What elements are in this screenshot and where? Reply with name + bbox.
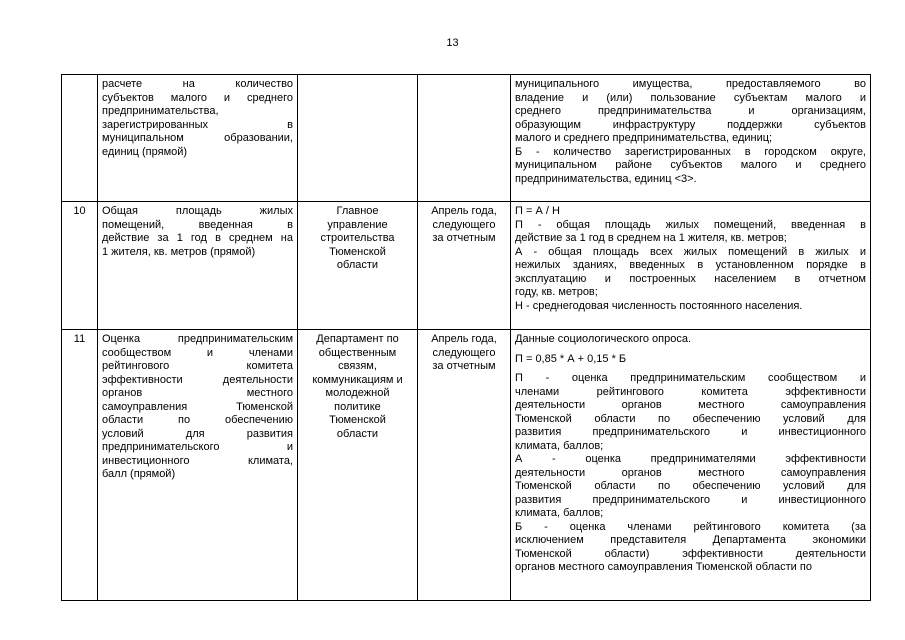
- text-line: году, кв. метров;: [515, 286, 598, 298]
- text-line: А - общая площадь всех жилых помещений в жилых и: [515, 245, 866, 258]
- text-line: Общая площадь жилых: [102, 205, 293, 217]
- table-row-11: [62, 330, 871, 601]
- text-line: Тюменской области по обеспечению условий для: [515, 412, 866, 425]
- text-line: общественным: [318, 346, 397, 359]
- text-line: Оценка предпринимательским: [102, 333, 293, 345]
- text-line: Б - количество зарегистрированных в городском округе,: [515, 145, 866, 158]
- text-line: балл (прямой): [102, 468, 176, 480]
- text-line: исключением представителя Департамента экономики: [515, 534, 866, 546]
- text-line: сообществом и членами: [102, 346, 293, 359]
- deadline-cell: [418, 330, 511, 601]
- organization-cell: [298, 202, 418, 330]
- text-line: политике: [334, 400, 381, 413]
- organization-cell: [298, 330, 418, 601]
- text-line: 1 жителя, кв. метров (прямой): [102, 245, 256, 258]
- text-line: Б - оценка членами рейтингового комитета (за: [515, 520, 866, 533]
- method-cell: [511, 202, 871, 330]
- row-number-cell: [62, 75, 98, 202]
- table-row-10: [62, 202, 871, 330]
- page-number: 13: [446, 37, 459, 49]
- text-line: молодежной: [325, 387, 390, 399]
- text-line: П - общая площадь жилых помещений, введенная в: [515, 218, 866, 231]
- text-line: следующего: [432, 346, 496, 359]
- text-line: муниципального имущества, предоставляемого во: [515, 78, 866, 90]
- text-line: Департамент по: [316, 333, 399, 345]
- text-line: П = А / Н: [515, 205, 560, 217]
- text-line: муниципальном районе субъектов малого и среднего: [515, 159, 866, 171]
- text-line: органов местного самоуправления Тюменской области по: [515, 561, 812, 573]
- text-line: Тюменской: [329, 245, 386, 258]
- text-line: предпринимательства, единиц <3>.: [515, 172, 697, 185]
- text-line: действие за 1 год в среднем на: [102, 232, 293, 244]
- table-row-continuation: [62, 75, 871, 202]
- text-line: действие за 1 год в среднем на 1 жителя, кв. метров;: [515, 232, 787, 244]
- method-intro: Данные социологического опроса.: [515, 333, 692, 345]
- indicator-cell: [98, 202, 298, 330]
- method-cell: [511, 75, 871, 202]
- text-line: области: [336, 427, 379, 440]
- method-formula: П = 0,85 * А + 0,15 * Б: [515, 352, 627, 365]
- text-line: муниципальном образовании,: [102, 132, 293, 144]
- text-line: расчете на количество: [102, 78, 293, 90]
- organization-cell: [298, 75, 418, 202]
- text-line: деятельности органов местного самоуправления: [515, 466, 866, 479]
- text-line: области по обеспечению: [102, 414, 293, 426]
- row-number-cell: 11: [62, 330, 98, 601]
- text-line: нежилых зданиях, введенных в установленном порядке в: [515, 259, 866, 271]
- text-line: П - оценка предпринимательским сообществом и: [515, 372, 866, 384]
- text-line: зарегистрированных в: [102, 118, 293, 131]
- text-line: области: [336, 259, 379, 271]
- text-line: климата, баллов;: [515, 439, 604, 452]
- indicators-table: [61, 74, 871, 601]
- text-line: эффективности деятельности: [102, 373, 293, 386]
- text-line: Тюменской: [329, 414, 386, 426]
- text-line: А - оценка предпринимателями эффективности: [515, 453, 866, 465]
- text-line: самоуправления Тюменской: [102, 400, 293, 413]
- text-line: развития предпринимательского и инвестиционного: [515, 493, 866, 506]
- deadline-cell: [418, 202, 511, 330]
- row-number-cell: 10: [62, 202, 98, 330]
- text-line: за отчетным: [432, 232, 496, 244]
- text-line: за отчетным: [432, 360, 496, 372]
- text-line: следующего: [432, 218, 496, 231]
- text-line: Главное: [336, 205, 379, 217]
- text-line: Н - среднегодовая численность постоянного населения.: [515, 299, 803, 312]
- text-line: эксплуатацию и построенных населением в отчетном: [515, 272, 866, 285]
- text-line: помещений, введенная в: [102, 218, 293, 231]
- text-line: образующим инфраструктуру поддержки субъектов: [515, 118, 866, 131]
- text-line: предпринимательского и: [102, 441, 293, 453]
- text-line: Апрель года,: [431, 333, 497, 345]
- text-line: среднего предпринимательства и организациям,: [515, 105, 866, 117]
- text-line: управление: [327, 218, 388, 231]
- method-cell: [511, 330, 871, 601]
- deadline-cell: [418, 75, 511, 202]
- text-line: условий для развития: [102, 427, 293, 440]
- text-line: органов местного: [102, 387, 293, 399]
- text-line: предпринимательства,: [102, 105, 219, 117]
- text-line: субъектов малого и среднего: [102, 91, 293, 104]
- text-line: Тюменской области по обеспечению условий для: [515, 480, 866, 492]
- text-line: связям,: [338, 360, 377, 372]
- indicator-cell: [98, 75, 298, 202]
- text-line: рейтингового комитета: [102, 360, 293, 372]
- text-line: владение и (или) пользование субъектам малого и: [515, 91, 866, 104]
- method-definitions: [515, 372, 866, 575]
- text-line: Апрель года,: [431, 205, 497, 217]
- text-line: инвестиционного климата,: [102, 454, 293, 467]
- text-line: климата, баллов;: [515, 507, 604, 519]
- text-line: развития предпринимательского и инвестиционного: [515, 426, 866, 438]
- text-line: Тюменской области) эффективности деятельности: [515, 547, 866, 560]
- indicator-cell: [98, 330, 298, 601]
- text-line: коммуникациям и: [312, 373, 403, 386]
- text-line: единиц (прямой): [102, 145, 188, 158]
- text-line: строительства: [320, 232, 395, 244]
- text-line: малого и среднего предпринимательства, единиц;: [515, 132, 773, 144]
- text-line: деятельности органов местного самоуправления: [515, 399, 866, 411]
- text-line: членами рейтингового комитета эффективности: [515, 385, 866, 398]
